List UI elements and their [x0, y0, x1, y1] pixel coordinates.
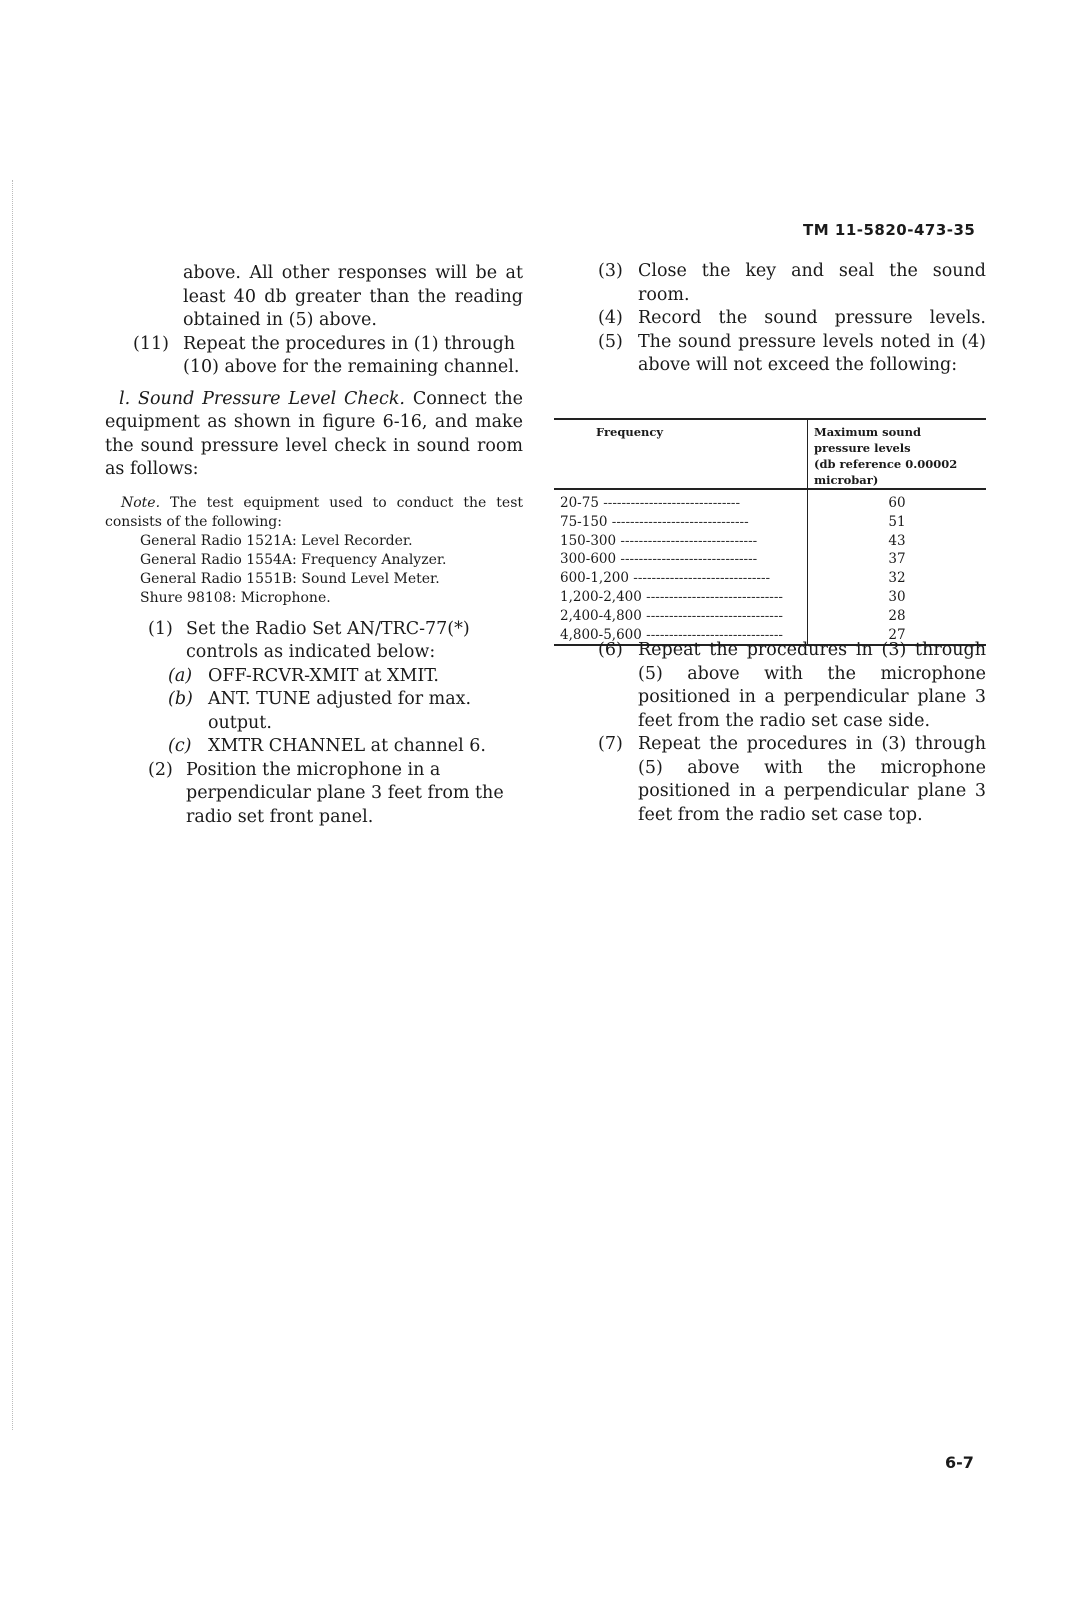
leader-dashes: ------------------------------ [628, 570, 771, 587]
step-number: (4) [598, 308, 623, 328]
step-5 [598, 331, 986, 378]
max-level-value: 28 [888, 607, 906, 624]
leader-dashes: ------------------------------ [607, 513, 749, 530]
step-text: Set the Radio Set AN/TRC-77(*) controls as indicated below: [186, 618, 470, 662]
table-row [554, 569, 986, 588]
frequency-value: 150-300 [560, 532, 617, 549]
continuation-line: obtained in (5) above. [183, 310, 377, 330]
table-row [554, 513, 986, 532]
note-block [105, 494, 523, 608]
frequency-cell [554, 607, 808, 626]
leader-dashes: ------------------------------ [641, 607, 783, 624]
section-text: Connect the equipment as shown in figure 6-16, and make the sound pressure level check in sound room as follows: [105, 388, 523, 479]
step-1c [105, 735, 523, 759]
leader-dashes: ------------------------------ [598, 495, 741, 511]
table-row [554, 588, 986, 607]
frequency-cell [554, 513, 808, 532]
sound-pressure-table [554, 418, 986, 646]
leader-dashes: ------------------------------ [641, 588, 783, 605]
sub-step-text: XMTR CHANNEL at channel 6. [208, 736, 486, 756]
leader-dashes: ------------------------------ [616, 551, 758, 568]
max-level-value: 30 [888, 588, 906, 605]
max-level-value: 43 [888, 532, 906, 549]
frequency-cell [554, 489, 808, 513]
step-number: (2) [148, 759, 173, 780]
step-text: Repeat the procedures in (1) through (10) above for the remaining channel. [183, 333, 520, 377]
frequency-value: 2,400-4,800 [560, 607, 642, 624]
frequency-cell [554, 569, 808, 588]
max-level-value: 60 [888, 495, 906, 511]
equipment-item: General Radio 1554A: Frequency Analyzer. [140, 551, 447, 568]
frequency-cell [554, 588, 808, 607]
table-header-row [554, 419, 986, 489]
frequency-value: 4,800-5,600 [560, 626, 642, 643]
step-number: (7) [598, 734, 623, 754]
sub-step-letter: (c) [168, 736, 192, 756]
step-7 [598, 733, 986, 827]
max-level-value: 32 [888, 570, 906, 587]
section-l-paragraph [105, 388, 523, 482]
right-column-lower [598, 639, 986, 827]
step-number: (1) [148, 618, 173, 639]
sound-pressure-table-container [554, 418, 986, 646]
equipment-item: General Radio 1521A: Level Recorder. [140, 532, 413, 549]
table-row [554, 532, 986, 551]
leader-dashes: ------------------------------ [616, 532, 758, 549]
leader-dashes: ------------------------------ [641, 626, 783, 643]
frequency-value: 75-150 [560, 513, 608, 530]
step-text: The sound pressure levels noted in (4) above will not exceed the following: [638, 331, 986, 375]
step-text: Repeat the procedures in (3) through (5) above with the microphone positioned in a perpendicular plane 3 feet from the radio set case side. [638, 640, 986, 731]
step-number: (3) [598, 261, 623, 281]
table-row [554, 550, 986, 569]
max-level-header-line: Maximum sound pressure levels [814, 425, 922, 455]
section-letter: l. [119, 388, 131, 409]
continuation-text [105, 262, 523, 333]
equipment-item: General Radio 1551B: Sound Level Meter. [140, 570, 440, 587]
step-number: (6) [598, 640, 623, 660]
step-number: (5) [598, 331, 623, 352]
step-4 [598, 307, 986, 331]
frequency-cell [554, 532, 808, 551]
page-number: 6-7 [945, 1453, 974, 1472]
note-text: The test equipment used to conduct the test consists of the following: [105, 494, 523, 530]
max-level-value: 37 [888, 551, 906, 568]
frequency-value: 1,200-2,400 [560, 588, 642, 605]
step-text: Repeat the procedures in (3) through (5) above with the microphone positioned in a perpendicular plane 3 feet from the radio set case top. [638, 734, 986, 825]
step-text: Position the microphone in a perpendicular plane 3 feet from the radio set front panel. [186, 759, 504, 827]
document-id-header: TM 11-5820-473-35 [803, 221, 976, 239]
step-1b [105, 688, 523, 735]
step-11 [105, 333, 523, 380]
left-column [105, 262, 523, 829]
continuation-line: least 40 db greater than the reading [183, 286, 523, 307]
sub-step-letter: (a) [168, 665, 193, 686]
frequency-cell [554, 550, 808, 569]
right-column [598, 260, 986, 378]
frequency-value: 600-1,200 [560, 570, 629, 587]
step-text: Record the sound pressure levels. [638, 308, 986, 328]
frequency-header: Frequency [554, 419, 808, 489]
max-level-header [808, 419, 987, 489]
sub-step-text: ANT. TUNE adjusted for max. output. [208, 689, 472, 733]
max-level-value: 51 [888, 513, 906, 530]
table-row [554, 489, 986, 513]
equipment-item: Shure 98108: Microphone. [140, 589, 331, 606]
step-1a [105, 665, 523, 689]
frequency-value: 20-75 [560, 495, 599, 511]
sub-step-letter: (b) [168, 689, 193, 709]
sub-step-text: OFF-RCVR-XMIT at XMIT. [208, 665, 439, 686]
max-level-value: 27 [888, 626, 906, 643]
table-body [554, 489, 986, 645]
max-level-header-line: (db reference 0.00002 microbar) [814, 457, 958, 487]
step-6 [598, 639, 986, 733]
step-text: Close the key and seal the sound room. [638, 261, 986, 305]
section-title: Sound Pressure Level Check. [138, 388, 405, 409]
step-3 [598, 260, 986, 307]
table-row [554, 607, 986, 626]
continuation-line: above. All other responses will be at [183, 263, 523, 283]
step-1 [105, 618, 523, 665]
scan-margin-rule [12, 180, 14, 1430]
step-2 [105, 759, 523, 830]
note-label: Note. [121, 494, 161, 511]
frequency-value: 300-600 [560, 551, 617, 568]
step-number: (11) [133, 333, 169, 354]
